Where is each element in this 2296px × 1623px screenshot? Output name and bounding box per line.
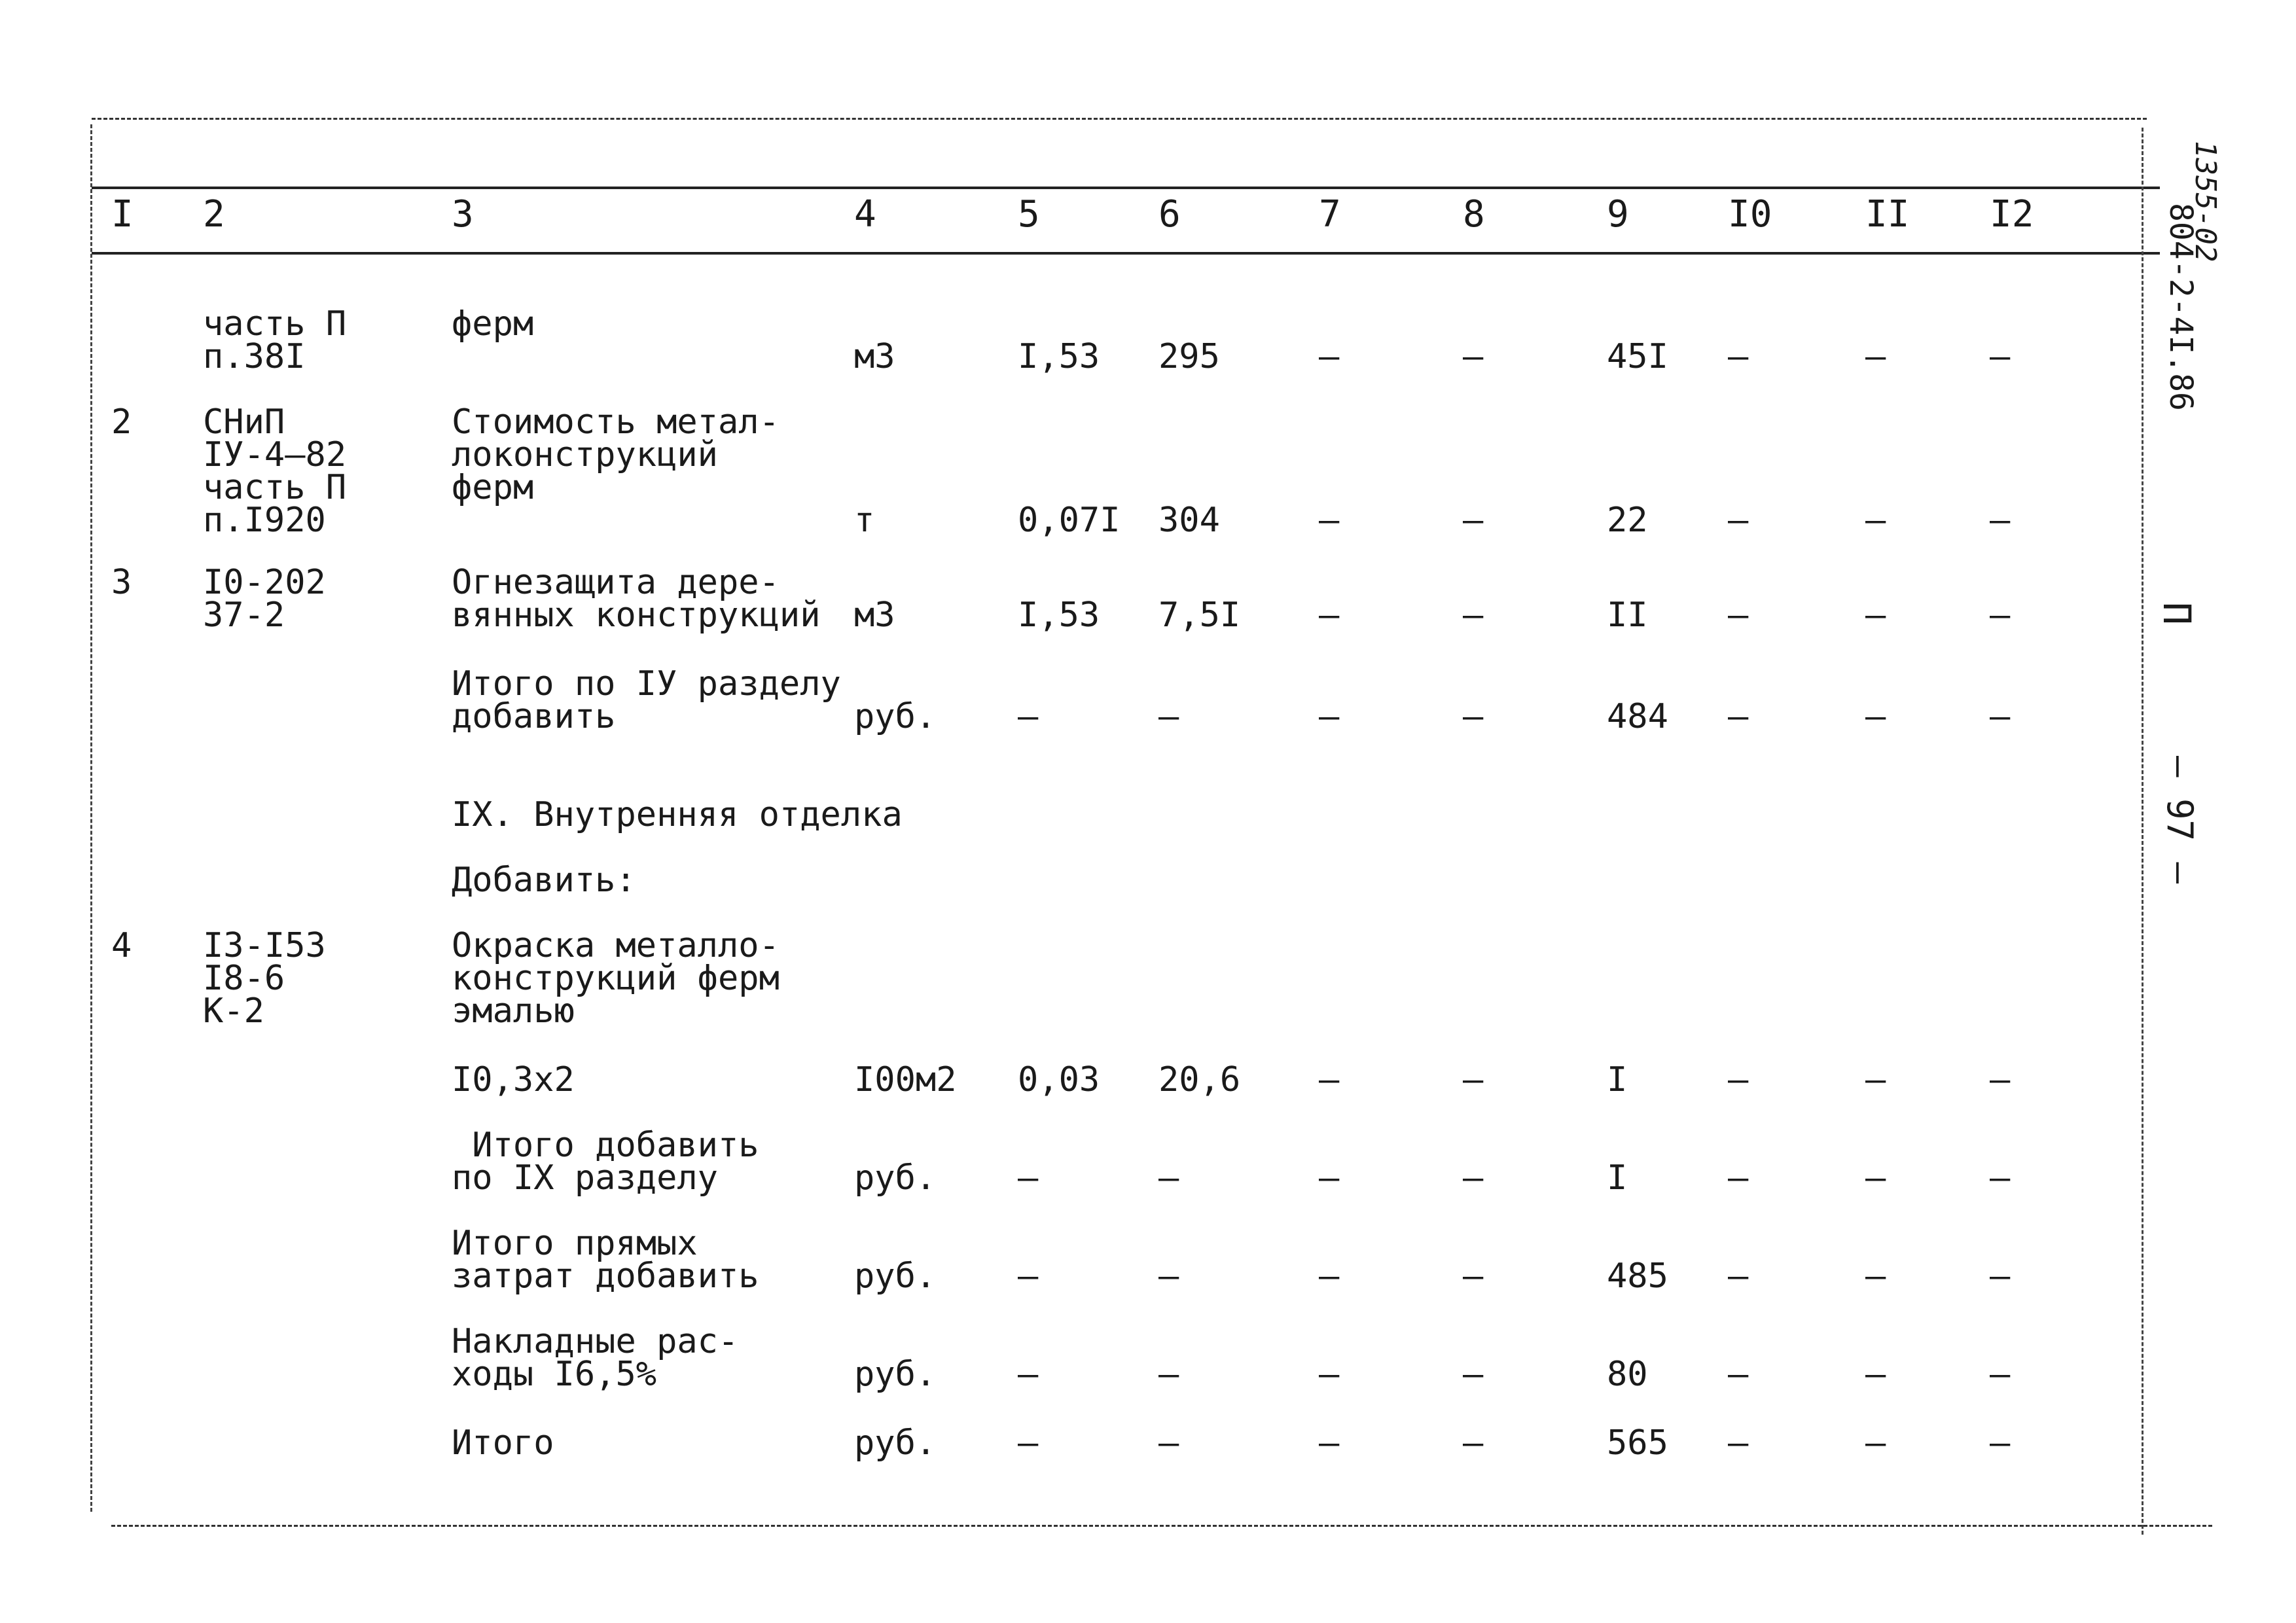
row-4-col-9: 484 <box>1607 697 1668 736</box>
row-12-col-12: – <box>1990 1423 2011 1463</box>
row-3-col-4: м3 <box>854 596 895 635</box>
row-8-col-12: – <box>1990 1060 2011 1099</box>
row-10-col-8: – <box>1463 1257 1484 1296</box>
row-9-col-10: – <box>1728 1158 1749 1198</box>
row-4-col-8: – <box>1463 697 1484 736</box>
row-4-col-10: – <box>1728 697 1749 736</box>
row-4-col-3: Итого по IУ разделу добавить <box>452 664 841 736</box>
row-2-col-6: 304 <box>1158 501 1220 540</box>
row-12-col-5: – <box>1018 1423 1039 1463</box>
row-10-col-6: – <box>1158 1257 1179 1296</box>
row-1-col-10: – <box>1728 337 1749 376</box>
row-11-col-3: Накладные рас- ходы I6,5% <box>452 1322 739 1394</box>
row-3-col-6: 7,5I <box>1158 596 1241 635</box>
row-1-col-7: – <box>1319 337 1340 376</box>
row-7-col-2: I3-I53 I8-6 К-2 <box>203 926 326 1031</box>
row-12-col-6: – <box>1158 1423 1179 1463</box>
row-2-col-5: 0,07I <box>1018 501 1121 540</box>
row-1-col-2: часть П п.38I <box>203 304 347 376</box>
row-10-col-5: – <box>1018 1257 1039 1296</box>
row-10-col-12: – <box>1990 1257 2011 1296</box>
header-bottom-rule <box>92 252 2160 255</box>
right-border <box>2142 128 2144 1535</box>
row-12-col-9: 565 <box>1607 1423 1668 1463</box>
row-2-col-4: т <box>854 501 875 540</box>
row-3-col-9: II <box>1607 596 1648 635</box>
row-11-col-11: – <box>1865 1355 1886 1394</box>
row-11-col-5: – <box>1018 1355 1039 1394</box>
row-9-col-9: I <box>1607 1158 1628 1198</box>
row-8-col-10: – <box>1728 1060 1749 1099</box>
row-2-col-11: – <box>1865 501 1886 540</box>
column-header-7: 7 <box>1319 193 1341 236</box>
row-3-col-1: 3 <box>111 563 132 602</box>
row-5-col-3: IX. Внутренняя отделка <box>452 795 903 834</box>
sheet-mark: П <box>2155 602 2199 625</box>
row-4-col-4: руб. <box>854 697 937 736</box>
row-2-col-10: – <box>1728 501 1749 540</box>
row-1-col-12: – <box>1990 337 2011 376</box>
row-3-col-2: I0-202 37-2 <box>203 563 326 635</box>
row-4-col-7: – <box>1319 697 1340 736</box>
row-12-col-11: – <box>1865 1423 1886 1463</box>
row-2-col-3: Стоимость метал- локонструкций ферм <box>452 402 780 507</box>
row-11-col-6: – <box>1158 1355 1179 1394</box>
row-9-col-11: – <box>1865 1158 1886 1198</box>
row-1-col-4: м3 <box>854 337 895 376</box>
column-header-9: 9 <box>1607 193 1629 236</box>
row-11-col-9: 80 <box>1607 1355 1648 1394</box>
row-3-col-12: – <box>1990 596 2011 635</box>
row-10-col-3: Итого прямых затрат добавить <box>452 1224 759 1296</box>
column-header-6: 6 <box>1158 193 1181 236</box>
row-8-col-11: – <box>1865 1060 1886 1099</box>
left-border <box>90 124 92 1512</box>
column-header-5: 5 <box>1018 193 1040 236</box>
row-4-col-12: – <box>1990 697 2011 736</box>
row-1-col-8: – <box>1463 337 1484 376</box>
row-4-col-5: – <box>1018 697 1039 736</box>
column-header-1: I <box>111 193 134 236</box>
row-2-col-7: – <box>1319 501 1340 540</box>
row-9-col-7: – <box>1319 1158 1340 1198</box>
row-8-col-5: 0,03 <box>1018 1060 1100 1099</box>
row-3-col-11: – <box>1865 596 1886 635</box>
row-8-col-8: – <box>1463 1060 1484 1099</box>
row-10-col-7: – <box>1319 1257 1340 1296</box>
header-top-rule <box>92 187 2160 189</box>
row-1-col-6: 295 <box>1158 337 1220 376</box>
row-1-col-9: 45I <box>1607 337 1668 376</box>
row-9-col-3: Итого добавить по IX разделу <box>452 1126 759 1198</box>
row-4-col-6: – <box>1158 697 1179 736</box>
document-code: 804-2-4I.86 <box>2162 203 2199 411</box>
row-4-col-11: – <box>1865 697 1886 736</box>
row-2-col-1: 2 <box>111 402 132 442</box>
row-12-col-3: Итого <box>452 1423 554 1463</box>
row-3-col-10: – <box>1728 596 1749 635</box>
row-1-col-5: I,53 <box>1018 337 1100 376</box>
row-2-col-9: 22 <box>1607 501 1648 540</box>
row-8-col-6: 20,6 <box>1158 1060 1241 1099</box>
handwritten-number: 1355-02 <box>2189 141 2222 262</box>
row-9-col-4: руб. <box>854 1158 937 1198</box>
row-9-col-8: – <box>1463 1158 1484 1198</box>
row-11-col-4: руб. <box>854 1355 937 1394</box>
column-header-12: I2 <box>1990 193 2034 236</box>
row-2-col-2: СНиП IУ-4–82 часть П п.I920 <box>203 402 347 540</box>
row-12-col-8: – <box>1463 1423 1484 1463</box>
row-3-col-3: Огнезащита дере- вянных конструкций <box>452 563 821 635</box>
row-10-col-11: – <box>1865 1257 1886 1296</box>
row-12-col-4: руб. <box>854 1423 937 1463</box>
column-header-2: 2 <box>203 193 225 236</box>
row-7-col-1: 4 <box>111 926 132 965</box>
row-7-col-3: Окраска металло- конструкций ферм эмалью <box>452 926 780 1031</box>
column-header-11: II <box>1865 193 1910 236</box>
top-border <box>92 118 2147 120</box>
column-header-8: 8 <box>1463 193 1485 236</box>
bottom-border <box>111 1525 2212 1527</box>
row-11-col-8: – <box>1463 1355 1484 1394</box>
column-header-4: 4 <box>854 193 876 236</box>
row-9-col-6: – <box>1158 1158 1179 1198</box>
row-12-col-7: – <box>1319 1423 1340 1463</box>
row-8-col-4: I00м2 <box>854 1060 957 1099</box>
column-header-10: I0 <box>1728 193 1772 236</box>
row-2-col-8: – <box>1463 501 1484 540</box>
row-3-col-5: I,53 <box>1018 596 1100 635</box>
row-11-col-7: – <box>1319 1355 1340 1394</box>
row-9-col-12: – <box>1990 1158 2011 1198</box>
row-1-col-11: – <box>1865 337 1886 376</box>
row-2-col-12: – <box>1990 501 2011 540</box>
row-8-col-9: I <box>1607 1060 1628 1099</box>
column-header-3: 3 <box>452 193 474 236</box>
row-8-col-7: – <box>1319 1060 1340 1099</box>
row-11-col-12: – <box>1990 1355 2011 1394</box>
row-10-col-4: руб. <box>854 1257 937 1296</box>
row-11-col-10: – <box>1728 1355 1749 1394</box>
row-8-col-3: I0,3х2 <box>452 1060 575 1099</box>
row-1-col-3: ферм <box>452 304 534 344</box>
row-6-col-3: Добавить: <box>452 861 636 900</box>
row-12-col-10: – <box>1728 1423 1749 1463</box>
row-3-col-7: – <box>1319 596 1340 635</box>
page-number: — 97 — <box>2159 756 2200 884</box>
row-3-col-8: – <box>1463 596 1484 635</box>
row-10-col-10: – <box>1728 1257 1749 1296</box>
row-9-col-5: – <box>1018 1158 1039 1198</box>
row-10-col-9: 485 <box>1607 1257 1668 1296</box>
